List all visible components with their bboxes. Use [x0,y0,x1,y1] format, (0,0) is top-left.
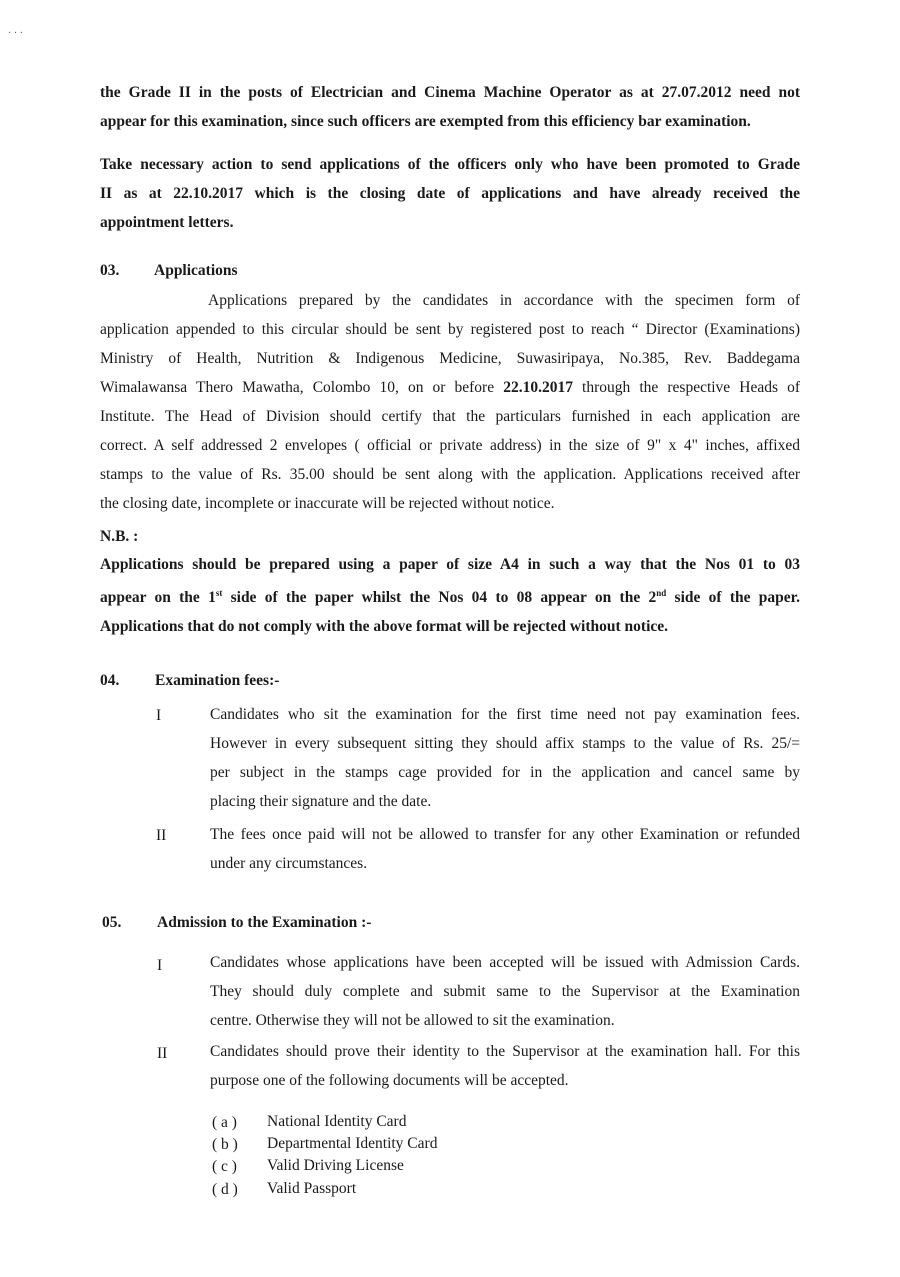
section-03-number: 03. [100,262,120,279]
action-line-3: appointment letters. [100,214,234,231]
section-03-line-part: through the respective Heads of [582,379,801,396]
nb-line-2 [100,579,800,612]
section-04-number: 04. [100,672,120,689]
section-04-item-2-line: The fees once paid will not be allowed to transfer for any other Examination or refunded [210,826,800,843]
section-03-line: the closing date, incomplete or inaccurate will be rejected without notice. [100,495,555,512]
nb-line-1: Applications should be prepared using a paper of size A4 in such a way that the Nos 01 to 03 [100,556,800,573]
document-label: ( d ) [212,1181,238,1198]
nb-line-2-part: appear on the 1 [100,589,216,607]
section-04-item-1-line: placing their signature and the date. [210,793,432,810]
intro-paragraph [100,78,800,136]
section-05-item-1-line: They should duly complete and submit same to the Supervisor at the Examination [210,983,800,1000]
section-03-line: Applications prepared by the candidates in accordance with the specimen form of [208,292,800,309]
document-label: ( b ) [212,1136,238,1153]
document-item: Valid Passport [267,1180,357,1197]
section-03-line: correct. A self addressed 2 envelopes ( official or private address) in the size of 9" x 4" inches, affixed [100,437,800,454]
section-04-item-1-line: Candidates who sit the examination for the first time need not pay examination fees. [210,706,800,723]
section-04-item-1 [210,700,800,816]
section-04-item-2 [210,820,800,878]
section-03-line [100,373,800,402]
section-03-line-part: Wimalawansa Thero Mawatha, Colombo 10, on or before [100,379,495,396]
section-05-number: 05. [102,914,122,931]
nb-sup-1: st [215,588,223,598]
section-04-item-1-line: However in every subsequent sitting they should affix stamps to the value of Rs. 25/= [210,735,800,752]
section-03-line: Institute. The Head of Division should certify that the particulars furnished in each application are [100,408,800,425]
section-03-line: application appended to this circular should be sent by registered post to reach “ Director (Examinations) [100,321,800,338]
nb-line-3: Applications that do not comply with the above format will be rejected without notice. [100,618,669,636]
nb-label: N.B. : [100,528,139,545]
nb-paragraph [100,550,800,641]
action-line-2: II as at 22.10.2017 which is the closing date of applications and have already received the [100,185,800,202]
section-04-item-2-numeral: II [156,827,167,844]
section-05-item-1-line: Candidates whose applications have been accepted will be issued with Admission Cards. [210,954,800,971]
nb-line-2-part: side of the paper whilst the Nos 04 to 08 appear on the 2 [222,589,657,607]
action-paragraph [100,150,800,237]
document-item: Departmental Identity Card [267,1135,438,1152]
section-04-item-2-line: under any circumstances. [210,855,368,872]
section-05-item-1 [210,948,800,1035]
section-05-item-2-line: Candidates should prove their identity to the Supervisor at the examination hall. For this [210,1043,800,1060]
section-05-title: Admission to the Examination :- [157,914,372,931]
section-05-item-2-numeral: II [157,1045,168,1062]
intro-line-2: appear for this examination, since such officers are exempted from this efficiency bar examination. [100,113,751,130]
section-03-title: Applications [154,262,238,279]
section-05-item-2-line: purpose one of the following documents will be accepted. [210,1072,569,1089]
section-05-item-1-numeral: I [157,957,163,974]
action-line-1: Take necessary action to send applications of the officers only who have been promoted to Grade [100,156,800,173]
closing-date: 22.10.2017 [503,379,573,396]
section-03-body [100,286,800,518]
section-04-item-1-line: per subject in the stamps cage provided for in the application and cancel same by [210,764,800,781]
section-04-item-1-numeral: I [156,707,162,724]
intro-line-1: the Grade II in the posts of Electrician and Cinema Machine Operator as at 27.07.2012 need not [100,84,800,101]
document-label: ( a ) [212,1114,237,1131]
document-item: National Identity Card [267,1113,407,1130]
section-05-item-1-line: centre. Otherwise they will not be allowed to sit the examination. [210,1012,615,1029]
section-03-line: stamps to the value of Rs. 35.00 should be sent along with the application. Applications received after [100,466,800,483]
nb-line-2-part: side of the paper. [666,589,800,607]
section-05-item-2 [210,1037,800,1095]
section-03-line: Ministry of Health, Nutrition & Indigenous Medicine, Suwasiripaya, No.385, Rev. Baddegama [100,350,800,367]
nb-sup-2: nd [656,588,667,598]
document-label: ( c ) [212,1158,237,1175]
section-04-title: Examination fees:- [155,672,280,689]
scan-specks: · · · [8,28,23,39]
document-item: Valid Driving License [267,1157,404,1174]
